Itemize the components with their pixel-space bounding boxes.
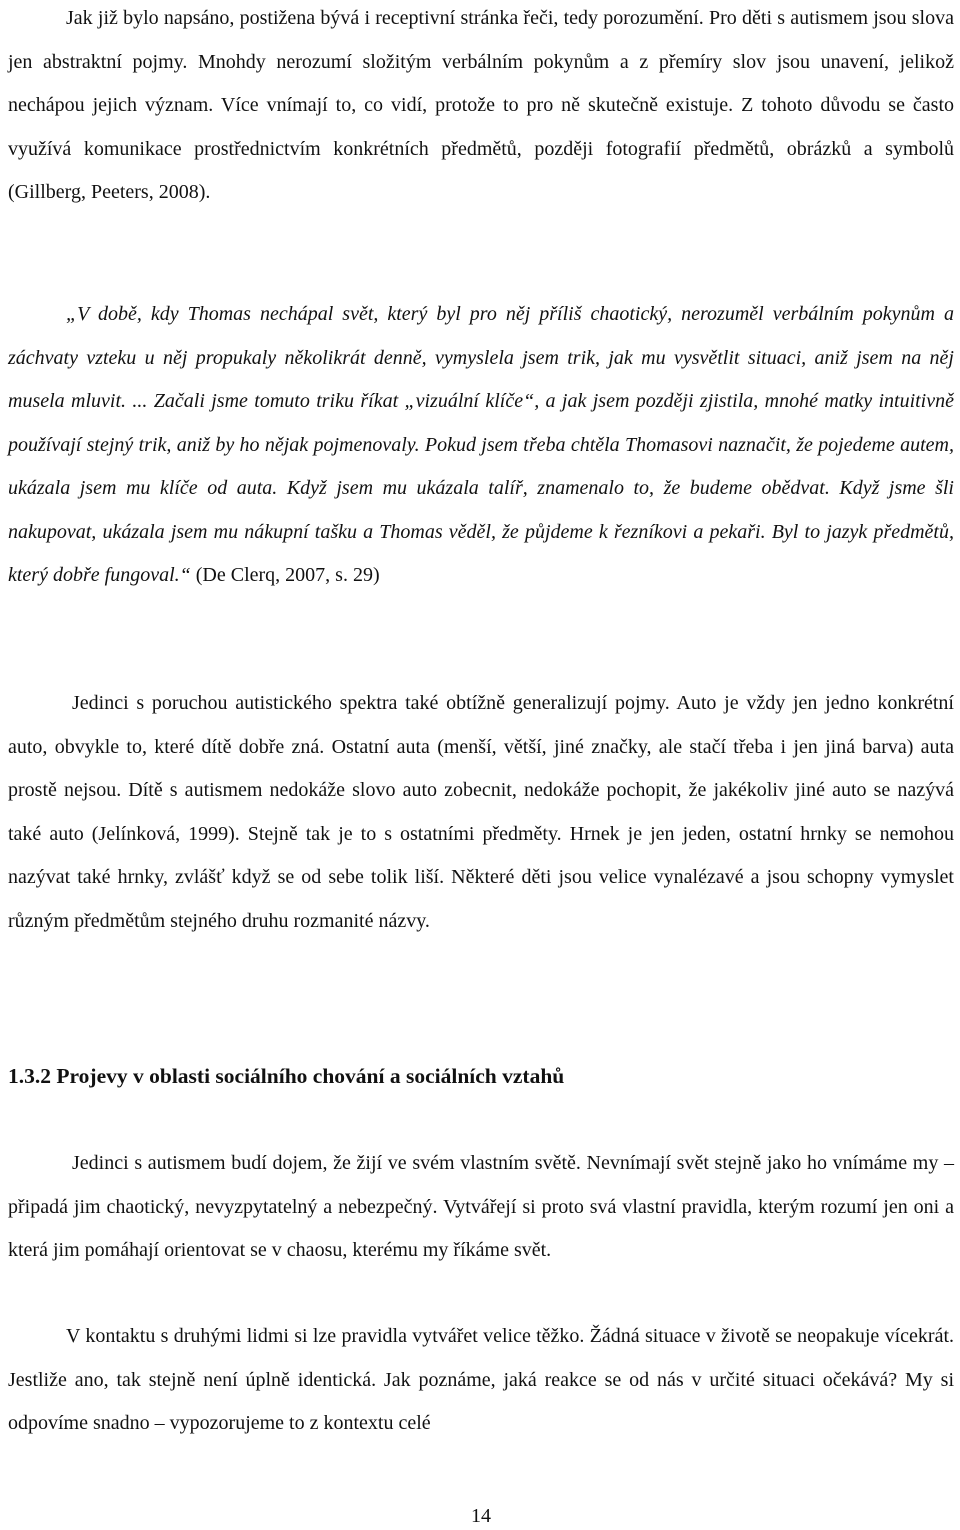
- paragraph-contact-rules: V kontaktu s druhými lidmi si lze pravidla vytvářet velice těžko. Žádná situace v životě se neopakuje vícekrát. Jestliže ano, tak stejně není úplně identická. Jak poznáme, jaká reakce se od nás v určité situaci očekává? My si odpovíme snadno – vypozorujeme to z kontextu celé: [8, 1325, 954, 1434]
- quote-text: „V době, kdy Thomas nechápal svět, který byl pro něj příliš chaotický, nerozuměl verbálním pokynům a záchvaty vzteku u něj propukaly několikrát denně, vymyslela jsem trik, jak mu vysvětlit situaci, aniž jsem na něj musela mluvit. ... Začali jsme tomuto triku říkat „vizuální klíče“, a jak jsem později zjistila, mnohé matky intuitivně používají stejný trik, aniž by ho nějak pojmenovaly. Pokud jsem třeba chtěla Thomasovi naznačit, že pojedeme autem, ukázala jsem mu klíče od auta. Když jsem mu ukázala talíř, znamenalo to, že budeme obědvat. Když jsme šli nakupovat, ukázala jsem mu nákupní tašku a Thomas věděl, že půjdeme k řezníkovi a pekaři. Byl to jazyk předmětů, který dobře fungoval.“: [8, 303, 954, 586]
- page-number: 14: [471, 1505, 491, 1527]
- quote-paragraph: [8, 293, 954, 598]
- section-heading: 1.3.2 Projevy v oblasti sociálního chování a sociálních vztahů: [8, 1064, 565, 1088]
- quote-citation: (De Clerq, 2007, s. 29): [190, 564, 380, 586]
- paragraph-own-world: Jedinci s autismem budí dojem, že žijí ve svém vlastním světě. Nevnímají svět stejně jako ho vnímáme my – připadá jim chaotický, nevyzpytatelný a nebezpečný. Vytvářejí si proto svá vlastní pravidla, kterým rozumí jen oni a která jim pomáhají orientovat se v chaosu, kterému my říkáme svět.: [8, 1152, 954, 1261]
- paragraph-receptive-speech: Jak již bylo napsáno, postižena bývá i receptivní stránka řeči, tedy porozumění. Pro děti s autismem jsou slova jen abstraktní pojmy. Mnohdy nerozumí složitým verbálním pokynům a z přemíry slov jsou unavení, jelikož nechápou jejich význam. Více vnímají to, co vidí, protože to pro ně skutečně existuje. Z tohoto důvodu se často využívá komunikace prostřednictvím konkrétních předmětů, později fotografií předmětů, obrázků a symbolů (Gillberg, Peeters, 2008).: [8, 7, 954, 203]
- paragraph-generalization: Jedinci s poruchou autistického spektra také obtížně generalizují pojmy. Auto je vždy jen jedno konkrétní auto, obvykle to, které dítě dobře zná. Ostatní auta (menší, větší, jiné značky, ale stačí třeba i jen jiná barva) auta prostě nejsou. Dítě s autismem nedokáže slovo auto zobecnit, nedokáže pochopit, že jakékoliv jiné auto se nazývá také auto (Jelínková, 1999). Stejně tak je to s ostatními předměty. Hrnek je jen jeden, ostatní hrnky se nemohou nazývat také hrnky, zvlášť když se od sebe tolik liší. Některé děti jsou velice vynalézavé a jsou schopny vymyslet různým předmětům stejného druhu rozmanité názvy.: [8, 692, 954, 932]
